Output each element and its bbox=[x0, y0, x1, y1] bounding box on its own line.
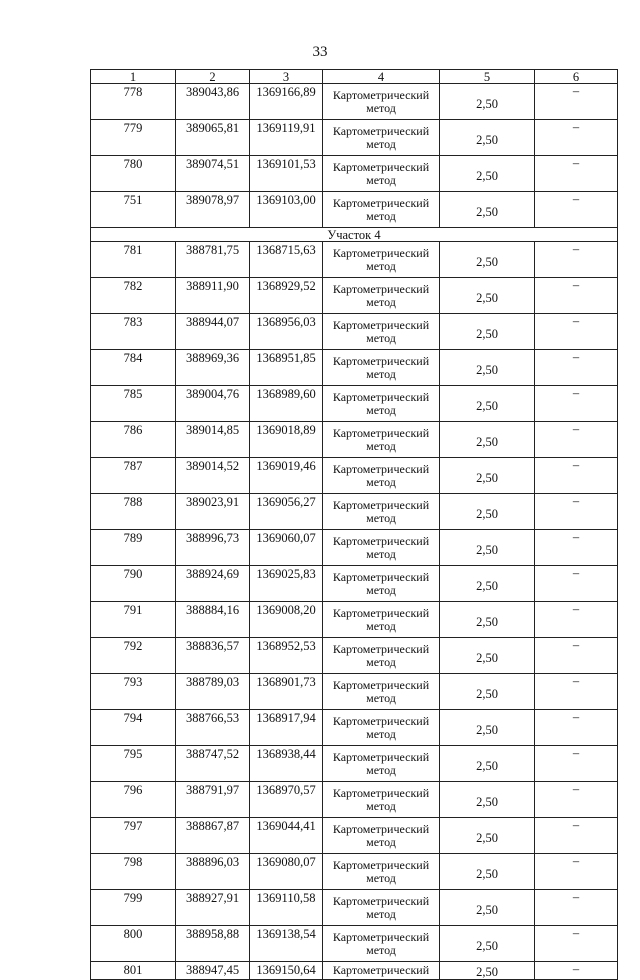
point-number-cell: 796 bbox=[91, 782, 176, 818]
x-coordinate-cell: 388911,90 bbox=[176, 278, 250, 314]
header-cell: 2 bbox=[176, 70, 250, 84]
y-coordinate-cell: 1369018,89 bbox=[250, 422, 323, 458]
table-row bbox=[91, 602, 618, 638]
description-cell: – bbox=[535, 350, 618, 386]
y-coordinate-cell: 1369138,54 bbox=[250, 926, 323, 962]
description-cell: – bbox=[535, 156, 618, 192]
x-coordinate-cell: 388896,03 bbox=[176, 854, 250, 890]
error-cell: 2,50 bbox=[440, 458, 535, 494]
error-cell: 2,50 bbox=[440, 350, 535, 386]
method-cell: Картометрический метод bbox=[323, 458, 440, 494]
error-cell: 2,50 bbox=[440, 962, 535, 980]
y-coordinate-cell: 1368989,60 bbox=[250, 386, 323, 422]
y-coordinate-cell: 1369056,27 bbox=[250, 494, 323, 530]
table-row bbox=[91, 314, 618, 350]
y-coordinate-cell: 1369110,58 bbox=[250, 890, 323, 926]
method-cell: Картометрический метод bbox=[323, 710, 440, 746]
method-cell: Картометрический метод bbox=[323, 782, 440, 818]
header-cell: 1 bbox=[91, 70, 176, 84]
y-coordinate-cell: 1368951,85 bbox=[250, 350, 323, 386]
error-cell: 2,50 bbox=[440, 278, 535, 314]
method-cell: Картометрический метод bbox=[323, 854, 440, 890]
description-cell: – bbox=[535, 120, 618, 156]
x-coordinate-cell: 388867,87 bbox=[176, 818, 250, 854]
table-row bbox=[91, 674, 618, 710]
table-row bbox=[91, 278, 618, 314]
error-cell: 2,50 bbox=[440, 674, 535, 710]
error-cell: 2,50 bbox=[440, 192, 535, 228]
y-coordinate-cell: 1369166,89 bbox=[250, 84, 323, 120]
description-cell: – bbox=[535, 710, 618, 746]
section-row bbox=[91, 228, 618, 242]
x-coordinate-cell: 388781,75 bbox=[176, 242, 250, 278]
x-coordinate-cell: 388924,69 bbox=[176, 566, 250, 602]
error-cell: 2,50 bbox=[440, 120, 535, 156]
method-cell: Картометрический метод bbox=[323, 156, 440, 192]
table-row bbox=[91, 746, 618, 782]
point-number-cell: 785 bbox=[91, 386, 176, 422]
error-cell: 2,50 bbox=[440, 422, 535, 458]
method-cell: Картометрический метод bbox=[323, 602, 440, 638]
description-cell: – bbox=[535, 746, 618, 782]
description-cell: – bbox=[535, 818, 618, 854]
y-coordinate-cell: 1368929,52 bbox=[250, 278, 323, 314]
description-cell: – bbox=[535, 962, 618, 980]
table-row bbox=[91, 818, 618, 854]
method-cell: Картометрический метод bbox=[323, 314, 440, 350]
method-cell: Картометрический метод bbox=[323, 120, 440, 156]
y-coordinate-cell: 1369008,20 bbox=[250, 602, 323, 638]
x-coordinate-cell: 388944,07 bbox=[176, 314, 250, 350]
table-row bbox=[91, 120, 618, 156]
method-cell: Картометрический метод bbox=[323, 278, 440, 314]
y-coordinate-cell: 1369101,53 bbox=[250, 156, 323, 192]
description-cell: – bbox=[535, 890, 618, 926]
method-cell: Картометрический метод bbox=[323, 84, 440, 120]
description-cell: – bbox=[535, 674, 618, 710]
method-cell: Картометрический метод bbox=[323, 494, 440, 530]
x-coordinate-cell: 389014,85 bbox=[176, 422, 250, 458]
table-row bbox=[91, 962, 618, 980]
header-cell: 5 bbox=[440, 70, 535, 84]
point-number-cell: 801 bbox=[91, 962, 176, 980]
error-cell: 2,50 bbox=[440, 242, 535, 278]
point-number-cell: 787 bbox=[91, 458, 176, 494]
description-cell: – bbox=[535, 278, 618, 314]
x-coordinate-cell: 388996,73 bbox=[176, 530, 250, 566]
description-cell: – bbox=[535, 854, 618, 890]
description-cell: – bbox=[535, 458, 618, 494]
description-cell: – bbox=[535, 422, 618, 458]
method-cell: Картометрический bbox=[323, 962, 440, 980]
method-cell: Картометрический метод bbox=[323, 386, 440, 422]
x-coordinate-cell: 389078,97 bbox=[176, 192, 250, 228]
description-cell: – bbox=[535, 192, 618, 228]
y-coordinate-cell: 1368938,44 bbox=[250, 746, 323, 782]
point-number-cell: 788 bbox=[91, 494, 176, 530]
y-coordinate-cell: 1368970,57 bbox=[250, 782, 323, 818]
y-coordinate-cell: 1369044,41 bbox=[250, 818, 323, 854]
y-coordinate-cell: 1369019,46 bbox=[250, 458, 323, 494]
error-cell: 2,50 bbox=[440, 156, 535, 192]
table-header-row bbox=[91, 70, 618, 84]
point-number-cell: 800 bbox=[91, 926, 176, 962]
method-cell: Картометрический метод bbox=[323, 926, 440, 962]
header-cell: 3 bbox=[250, 70, 323, 84]
header-cell: 6 bbox=[535, 70, 618, 84]
table-row bbox=[91, 84, 618, 120]
table-row bbox=[91, 854, 618, 890]
x-coordinate-cell: 388969,36 bbox=[176, 350, 250, 386]
point-number-cell: 792 bbox=[91, 638, 176, 674]
point-number-cell: 783 bbox=[91, 314, 176, 350]
error-cell: 2,50 bbox=[440, 566, 535, 602]
point-number-cell: 789 bbox=[91, 530, 176, 566]
error-cell: 2,50 bbox=[440, 602, 535, 638]
x-coordinate-cell: 388791,97 bbox=[176, 782, 250, 818]
x-coordinate-cell: 389023,91 bbox=[176, 494, 250, 530]
method-cell: Картометрический метод bbox=[323, 242, 440, 278]
table-row bbox=[91, 782, 618, 818]
point-number-cell: 798 bbox=[91, 854, 176, 890]
method-cell: Картометрический метод bbox=[323, 530, 440, 566]
point-number-cell: 794 bbox=[91, 710, 176, 746]
table-row bbox=[91, 458, 618, 494]
error-cell: 2,50 bbox=[440, 314, 535, 350]
error-cell: 2,50 bbox=[440, 494, 535, 530]
y-coordinate-cell: 1369119,91 bbox=[250, 120, 323, 156]
description-cell: – bbox=[535, 782, 618, 818]
error-cell: 2,50 bbox=[440, 638, 535, 674]
point-number-cell: 779 bbox=[91, 120, 176, 156]
table-row bbox=[91, 890, 618, 926]
method-cell: Картометрический метод bbox=[323, 638, 440, 674]
point-number-cell: 793 bbox=[91, 674, 176, 710]
point-number-cell: 797 bbox=[91, 818, 176, 854]
x-coordinate-cell: 388947,45 bbox=[176, 962, 250, 980]
error-cell: 2,50 bbox=[440, 386, 535, 422]
point-number-cell: 799 bbox=[91, 890, 176, 926]
point-number-cell: 751 bbox=[91, 192, 176, 228]
description-cell: – bbox=[535, 926, 618, 962]
y-coordinate-cell: 1369025,83 bbox=[250, 566, 323, 602]
table-row bbox=[91, 386, 618, 422]
error-cell: 2,50 bbox=[440, 710, 535, 746]
point-number-cell: 786 bbox=[91, 422, 176, 458]
table-row bbox=[91, 192, 618, 228]
error-cell: 2,50 bbox=[440, 782, 535, 818]
method-cell: Картометрический метод bbox=[323, 890, 440, 926]
description-cell: – bbox=[535, 314, 618, 350]
y-coordinate-cell: 1369060,07 bbox=[250, 530, 323, 566]
x-coordinate-cell: 388747,52 bbox=[176, 746, 250, 782]
x-coordinate-cell: 388789,03 bbox=[176, 674, 250, 710]
section-title: Участок 4 bbox=[91, 228, 618, 242]
description-cell: – bbox=[535, 386, 618, 422]
page-number: 33 bbox=[312, 44, 328, 60]
point-number-cell: 778 bbox=[91, 84, 176, 120]
method-cell: Картометрический метод bbox=[323, 192, 440, 228]
y-coordinate-cell: 1368956,03 bbox=[250, 314, 323, 350]
error-cell: 2,50 bbox=[440, 926, 535, 962]
y-coordinate-cell: 1368715,63 bbox=[250, 242, 323, 278]
method-cell: Картометрический метод bbox=[323, 566, 440, 602]
table-row bbox=[91, 494, 618, 530]
table-row bbox=[91, 566, 618, 602]
method-cell: Картометрический метод bbox=[323, 818, 440, 854]
x-coordinate-cell: 389043,86 bbox=[176, 84, 250, 120]
table-row bbox=[91, 530, 618, 566]
x-coordinate-cell: 389004,76 bbox=[176, 386, 250, 422]
error-cell: 2,50 bbox=[440, 84, 535, 120]
y-coordinate-cell: 1369150,64 bbox=[250, 962, 323, 980]
y-coordinate-cell: 1368952,53 bbox=[250, 638, 323, 674]
y-coordinate-cell: 1368917,94 bbox=[250, 710, 323, 746]
point-number-cell: 791 bbox=[91, 602, 176, 638]
error-cell: 2,50 bbox=[440, 890, 535, 926]
point-number-cell: 781 bbox=[91, 242, 176, 278]
x-coordinate-cell: 388884,16 bbox=[176, 602, 250, 638]
x-coordinate-cell: 388927,91 bbox=[176, 890, 250, 926]
description-cell: – bbox=[535, 242, 618, 278]
method-cell: Картометрический метод bbox=[323, 350, 440, 386]
method-cell: Картометрический метод bbox=[323, 674, 440, 710]
x-coordinate-cell: 388836,57 bbox=[176, 638, 250, 674]
error-cell: 2,50 bbox=[440, 818, 535, 854]
description-cell: – bbox=[535, 530, 618, 566]
x-coordinate-cell: 389065,81 bbox=[176, 120, 250, 156]
description-cell: – bbox=[535, 84, 618, 120]
table-row bbox=[91, 242, 618, 278]
method-cell: Картометрический метод bbox=[323, 746, 440, 782]
error-cell: 2,50 bbox=[440, 854, 535, 890]
point-number-cell: 782 bbox=[91, 278, 176, 314]
y-coordinate-cell: 1368901,73 bbox=[250, 674, 323, 710]
x-coordinate-cell: 388958,88 bbox=[176, 926, 250, 962]
point-number-cell: 784 bbox=[91, 350, 176, 386]
table-row bbox=[91, 926, 618, 962]
point-number-cell: 790 bbox=[91, 566, 176, 602]
header-cell: 4 bbox=[323, 70, 440, 84]
description-cell: – bbox=[535, 602, 618, 638]
point-number-cell: 795 bbox=[91, 746, 176, 782]
description-cell: – bbox=[535, 638, 618, 674]
method-cell: Картометрический метод bbox=[323, 422, 440, 458]
y-coordinate-cell: 1369080,07 bbox=[250, 854, 323, 890]
point-number-cell: 780 bbox=[91, 156, 176, 192]
description-cell: – bbox=[535, 494, 618, 530]
x-coordinate-cell: 388766,53 bbox=[176, 710, 250, 746]
table-row bbox=[91, 350, 618, 386]
error-cell: 2,50 bbox=[440, 530, 535, 566]
coordinates-table bbox=[90, 69, 618, 980]
table-row bbox=[91, 156, 618, 192]
x-coordinate-cell: 389074,51 bbox=[176, 156, 250, 192]
table-row bbox=[91, 638, 618, 674]
description-cell: – bbox=[535, 566, 618, 602]
error-cell: 2,50 bbox=[440, 746, 535, 782]
table-row bbox=[91, 422, 618, 458]
x-coordinate-cell: 389014,52 bbox=[176, 458, 250, 494]
table-row bbox=[91, 710, 618, 746]
y-coordinate-cell: 1369103,00 bbox=[250, 192, 323, 228]
